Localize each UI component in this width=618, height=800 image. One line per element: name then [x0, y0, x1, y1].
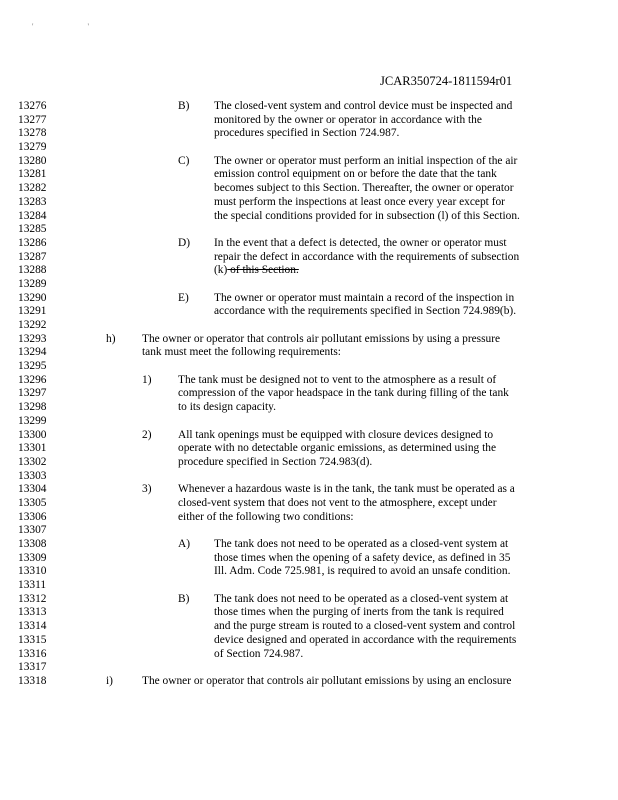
item-label: C) — [178, 154, 190, 167]
line-text: compression of the vapor headspace in the tank during filling of the tank — [178, 387, 509, 400]
line-number: 13309 — [18, 551, 47, 564]
line-text: those times when the purging of inerts from the tank is required — [214, 606, 504, 619]
line-number: 13293 — [18, 332, 47, 345]
line-number: 13318 — [18, 674, 47, 687]
line-number: 13280 — [18, 154, 47, 167]
line-number: 13316 — [18, 647, 47, 660]
line-number: 13314 — [18, 620, 47, 633]
line-number: 13308 — [18, 538, 47, 550]
line-text: The closed-vent system and control device must be inspected and — [214, 100, 513, 112]
scan-marks: ' ' — [32, 22, 115, 31]
document-id: JCAR350724-1811594r01 — [380, 74, 513, 88]
item-label: D) — [178, 236, 191, 249]
line-text: procedures specified in Section 724.987. — [214, 127, 400, 140]
line-number: 13294 — [18, 346, 47, 359]
line-text: closed-vent system that does not vent to the atmosphere, except under — [178, 496, 497, 509]
line-number: 13276 — [18, 100, 47, 112]
line-number: 13291 — [18, 305, 47, 318]
line-number: 13285 — [18, 223, 47, 236]
line-number: 13317 — [18, 661, 47, 674]
line-text: The owner or operator must maintain a record of the inspection in — [214, 291, 515, 304]
line-number: 13305 — [18, 496, 47, 509]
line-number: 13290 — [18, 291, 47, 304]
line-number: 13310 — [18, 565, 47, 578]
line-number: 13312 — [18, 592, 47, 605]
line-number: 13315 — [18, 633, 47, 646]
line-text: accordance with the requirements specified in Section 724.989(b). — [214, 305, 517, 318]
line-text: of Section 724.987. — [214, 647, 304, 660]
line-number: 13297 — [18, 387, 47, 400]
line-text: becomes subject to this Section. Thereafter, the owner or operator — [214, 182, 514, 195]
retained-text: (k) — [214, 264, 228, 277]
line-number: 13286 — [18, 236, 47, 249]
line-text: those times when the opening of a safety device, as defined in 35 — [214, 551, 511, 564]
line-number: 13298 — [18, 401, 47, 414]
line-number: 13287 — [18, 250, 47, 263]
line-number: 13284 — [18, 209, 47, 222]
line-number: 13289 — [18, 277, 47, 290]
line-number: 13307 — [18, 524, 47, 537]
line-text: the special conditions provided for in subsection (l) of this Section. — [214, 209, 520, 222]
item-label: i) — [106, 674, 113, 687]
line-text: The tank does not need to be operated as a closed-vent system at — [214, 592, 509, 605]
line-number: 13313 — [18, 606, 47, 619]
line-text: device designed and operated in accordance with the requirements — [214, 633, 517, 646]
line-number: 13282 — [18, 182, 47, 195]
item-label: B) — [178, 592, 190, 605]
line-text: to its design capacity. — [178, 401, 276, 414]
line-text: either of the following two conditions: — [178, 510, 354, 523]
line-number: 13277 — [18, 113, 47, 126]
line-text: and the purge stream is routed to a closed-vent system and control — [214, 620, 516, 633]
line-text: All tank openings must be equipped with closure devices designed to — [178, 428, 494, 441]
line-number: 13311 — [18, 579, 47, 592]
line-text: operate with no detectable organic emissions, as determined using the — [178, 442, 497, 455]
line-text: Whenever a hazardous waste is in the tank, the tank must be operated as a — [178, 483, 515, 496]
line-text: The owner or operator that controls air pollutant emissions by using a pressure — [142, 332, 501, 345]
item-label: B) — [178, 100, 190, 112]
line-number: 13279 — [18, 141, 47, 154]
item-label: A) — [178, 538, 191, 550]
item-label: 2) — [142, 428, 152, 441]
line-number: 13301 — [18, 442, 47, 455]
line-number: 13295 — [18, 360, 47, 373]
line-number: 13278 — [18, 127, 47, 140]
line-number: 13304 — [18, 483, 47, 496]
item-label: h) — [106, 332, 116, 345]
line-number: 13288 — [18, 264, 47, 277]
line-text: The tank must be designed not to vent to the atmosphere as a result of — [178, 373, 497, 386]
line-text: The owner or operator must perform an initial inspection of the air — [214, 154, 518, 167]
line-text: tank must meet the following requirements: — [142, 346, 341, 359]
line-text: emission control equipment on or before the date that the tank — [214, 168, 497, 181]
line-text: The owner or operator that controls air pollutant emissions by using an enclosure — [142, 674, 512, 687]
item-label: 3) — [142, 483, 152, 496]
line-number: 13281 — [18, 168, 47, 181]
line-text: Ill. Adm. Code 725.981, is required to avoid an unsafe condition. — [214, 565, 511, 578]
line-number: 13302 — [18, 455, 47, 468]
line-number: 13303 — [18, 469, 47, 482]
line-text: monitored by the owner or operator in accordance with the — [214, 113, 482, 126]
line-number: 13283 — [18, 195, 47, 208]
line-text — [214, 264, 299, 278]
item-label: 1) — [142, 373, 152, 386]
line-number: 13300 — [18, 428, 47, 441]
line-number: 13306 — [18, 510, 47, 523]
struck-text: of this Section. — [227, 264, 299, 277]
line-number: 13292 — [18, 319, 47, 331]
line-text: must perform the inspections at least once every year except for — [214, 195, 505, 208]
line-text: procedure specified in Section 724.983(d). — [178, 455, 373, 468]
item-label: E) — [178, 291, 189, 304]
line-number: 13299 — [18, 414, 47, 427]
line-text: repair the defect in accordance with the requirements of subsection — [214, 250, 520, 263]
line-number: 13296 — [18, 373, 47, 386]
line-text: The tank does not need to be operated as a closed-vent system at — [214, 538, 509, 550]
line-text: In the event that a defect is detected, the owner or operator must — [214, 236, 507, 249]
